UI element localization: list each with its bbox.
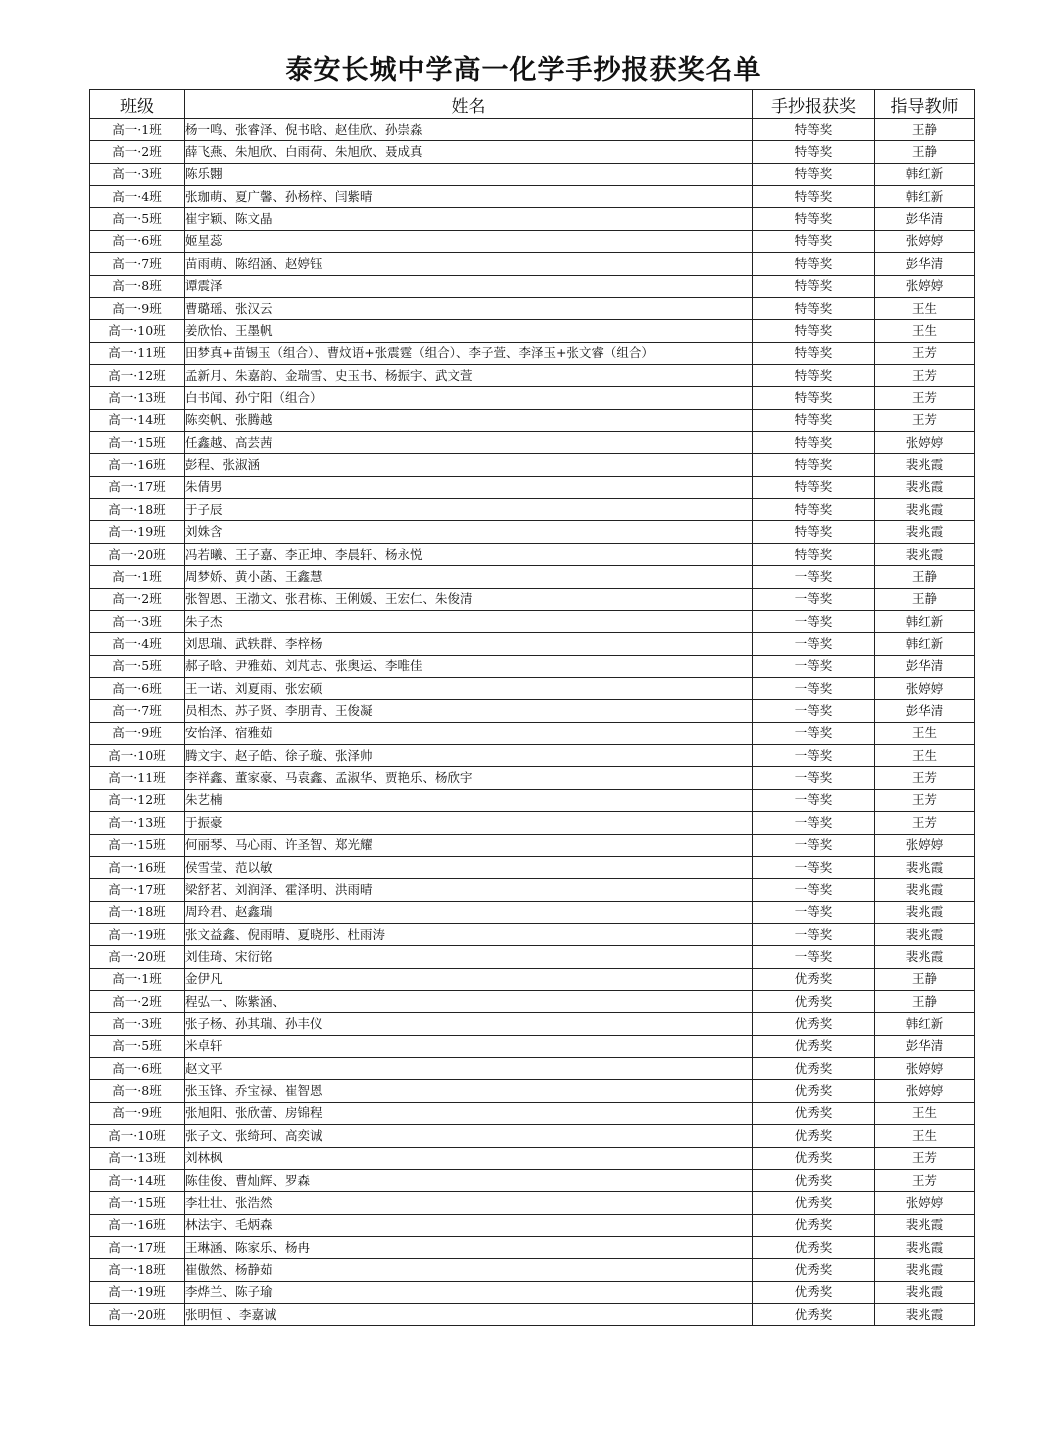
- table-row: [90, 1147, 975, 1169]
- cell-award: 优秀奖: [753, 1236, 875, 1258]
- cell-class: 高一·15班: [90, 1192, 185, 1214]
- table-row: [90, 297, 975, 319]
- table-row: [90, 208, 975, 230]
- cell-class: 高一·7班: [90, 253, 185, 275]
- cell-award: 一等奖: [753, 700, 875, 722]
- table-row: [90, 230, 975, 252]
- table-row: [90, 834, 975, 856]
- cell-class: 高一·8班: [90, 1080, 185, 1102]
- cell-names: 侯雪莹、范以敏: [185, 856, 753, 878]
- cell-class: 高一·8班: [90, 275, 185, 297]
- cell-teacher: 张婷婷: [875, 275, 975, 297]
- cell-class: 高一·19班: [90, 1281, 185, 1303]
- cell-award: 特等奖: [753, 364, 875, 386]
- cell-teacher: 王生: [875, 1102, 975, 1124]
- cell-award: 一等奖: [753, 722, 875, 744]
- cell-names: 谭震泽: [185, 275, 753, 297]
- cell-names: 崔傲然、杨静茹: [185, 1259, 753, 1281]
- cell-class: 高一·3班: [90, 1013, 185, 1035]
- cell-teacher: 裴兆霞: [875, 856, 975, 878]
- cell-award: 特等奖: [753, 230, 875, 252]
- cell-teacher: 裴兆霞: [875, 923, 975, 945]
- table-row: [90, 991, 975, 1013]
- cell-names: 白书闻、孙宁阳（组合）: [185, 387, 753, 409]
- table-row: [90, 432, 975, 454]
- cell-names: 周玲君、赵鑫瑞: [185, 901, 753, 923]
- page-title: 泰安长城中学高一化学手抄报获奖名单: [285, 55, 762, 86]
- cell-teacher: 裴兆霞: [875, 1304, 975, 1326]
- cell-teacher: 韩红新: [875, 633, 975, 655]
- cell-teacher: 裴兆霞: [875, 1214, 975, 1236]
- table-row: [90, 588, 975, 610]
- cell-class: 高一·12班: [90, 364, 185, 386]
- cell-teacher: 裴兆霞: [875, 1259, 975, 1281]
- cell-teacher: 张婷婷: [875, 1058, 975, 1080]
- cell-teacher: 王芳: [875, 789, 975, 811]
- cell-teacher: 王芳: [875, 342, 975, 364]
- cell-class: 高一·19班: [90, 923, 185, 945]
- cell-names: 张玉锋、乔宝禄、崔智恩: [185, 1080, 753, 1102]
- table-row: [90, 655, 975, 677]
- cell-award: 特等奖: [753, 320, 875, 342]
- cell-class: 高一·10班: [90, 320, 185, 342]
- cell-names: 周梦娇、黄小菡、王鑫慧: [185, 566, 753, 588]
- cell-class: 高一·7班: [90, 700, 185, 722]
- cell-names: 冯若曦、王子嘉、李正坤、李晨轩、杨永悦: [185, 543, 753, 565]
- cell-names: 李烨兰、陈子瑜: [185, 1281, 753, 1303]
- cell-teacher: 张婷婷: [875, 834, 975, 856]
- cell-names: 彭程、张淑涵: [185, 454, 753, 476]
- cell-class: 高一·9班: [90, 297, 185, 319]
- table-row: [90, 364, 975, 386]
- cell-names: 王一诺、刘夏雨、张宏硕: [185, 677, 753, 699]
- cell-names: 于子辰: [185, 499, 753, 521]
- cell-teacher: 彭华清: [875, 655, 975, 677]
- table-row: [90, 342, 975, 364]
- cell-teacher: 王生: [875, 745, 975, 767]
- table-row: [90, 610, 975, 632]
- cell-award: 一等奖: [753, 610, 875, 632]
- cell-award: 一等奖: [753, 767, 875, 789]
- cell-names: 张子杨、孙其瑞、孙丰仪: [185, 1013, 753, 1035]
- cell-class: 高一·17班: [90, 476, 185, 498]
- cell-teacher: 王静: [875, 588, 975, 610]
- cell-teacher: 韩红新: [875, 163, 975, 185]
- cell-teacher: 王芳: [875, 387, 975, 409]
- cell-award: 优秀奖: [753, 1102, 875, 1124]
- cell-teacher: 王静: [875, 968, 975, 990]
- cell-award: 一等奖: [753, 834, 875, 856]
- cell-award: 一等奖: [753, 879, 875, 901]
- cell-names: 刘佳琦、宋衍铭: [185, 946, 753, 968]
- cell-award: 特等奖: [753, 297, 875, 319]
- cell-award: 一等奖: [753, 566, 875, 588]
- table-row: [90, 901, 975, 923]
- cell-class: 高一·20班: [90, 1304, 185, 1326]
- cell-class: 高一·4班: [90, 186, 185, 208]
- cell-names: 金伊凡: [185, 968, 753, 990]
- table-row: [90, 812, 975, 834]
- cell-names: 赵文平: [185, 1058, 753, 1080]
- cell-names: 梁舒茗、刘润泽、霍泽明、洪雨晴: [185, 879, 753, 901]
- cell-award: 特等奖: [753, 119, 875, 141]
- table-body: [90, 119, 975, 1326]
- cell-teacher: 王芳: [875, 1147, 975, 1169]
- cell-award: 一等奖: [753, 745, 875, 767]
- cell-teacher: 裴兆霞: [875, 476, 975, 498]
- table-row: [90, 409, 975, 431]
- cell-teacher: 王芳: [875, 812, 975, 834]
- cell-award: 特等奖: [753, 432, 875, 454]
- table-row: [90, 1281, 975, 1303]
- cell-teacher: 王生: [875, 297, 975, 319]
- table-row: [90, 521, 975, 543]
- header-teacher: 指导教师: [875, 90, 975, 119]
- table-row: [90, 946, 975, 968]
- table-row: [90, 1013, 975, 1035]
- cell-names: 姬星蕊: [185, 230, 753, 252]
- cell-award: 特等奖: [753, 163, 875, 185]
- cell-award: 特等奖: [753, 476, 875, 498]
- cell-names: 李祥鑫、董家豪、马袁鑫、孟淑华、贾艳乐、杨欣宇: [185, 767, 753, 789]
- cell-award: 一等奖: [753, 856, 875, 878]
- table-row: [90, 1102, 975, 1124]
- cell-class: 高一·6班: [90, 677, 185, 699]
- table-row: [90, 566, 975, 588]
- cell-class: 高一·18班: [90, 499, 185, 521]
- cell-class: 高一·1班: [90, 119, 185, 141]
- cell-class: 高一·13班: [90, 812, 185, 834]
- cell-class: 高一·1班: [90, 566, 185, 588]
- cell-teacher: 张婷婷: [875, 1192, 975, 1214]
- table-row: [90, 275, 975, 297]
- cell-names: 朱艺楠: [185, 789, 753, 811]
- header-award: 手抄报获奖: [753, 90, 875, 119]
- cell-class: 高一·9班: [90, 1102, 185, 1124]
- table-row: [90, 1304, 975, 1326]
- cell-award: 一等奖: [753, 588, 875, 610]
- table-row: [90, 1236, 975, 1258]
- cell-award: 一等奖: [753, 655, 875, 677]
- cell-teacher: 裴兆霞: [875, 1281, 975, 1303]
- table-row: [90, 700, 975, 722]
- table-row: [90, 767, 975, 789]
- cell-names: 任鑫越、高芸茜: [185, 432, 753, 454]
- cell-class: 高一·17班: [90, 879, 185, 901]
- cell-class: 高一·10班: [90, 745, 185, 767]
- cell-teacher: 张婷婷: [875, 230, 975, 252]
- cell-teacher: 彭华清: [875, 1035, 975, 1057]
- cell-award: 一等奖: [753, 633, 875, 655]
- cell-class: 高一·6班: [90, 230, 185, 252]
- cell-teacher: 王芳: [875, 1169, 975, 1191]
- cell-award: 一等奖: [753, 789, 875, 811]
- cell-names: 张明恒 、李嘉诚: [185, 1304, 753, 1326]
- cell-teacher: 裴兆霞: [875, 946, 975, 968]
- cell-names: 王琳涵、陈家乐、杨冉: [185, 1236, 753, 1258]
- table-row: [90, 722, 975, 744]
- table-row: [90, 320, 975, 342]
- cell-teacher: 裴兆霞: [875, 543, 975, 565]
- cell-names: 张文益鑫、倪雨晴、夏晓彤、杜雨涛: [185, 923, 753, 945]
- cell-names: 员相杰、苏子贤、李朋青、王俊凝: [185, 700, 753, 722]
- cell-teacher: 韩红新: [875, 186, 975, 208]
- table-row: [90, 1035, 975, 1057]
- cell-class: 高一·12班: [90, 789, 185, 811]
- cell-award: 优秀奖: [753, 1304, 875, 1326]
- cell-award: 优秀奖: [753, 1080, 875, 1102]
- cell-teacher: 裴兆霞: [875, 521, 975, 543]
- cell-class: 高一·18班: [90, 901, 185, 923]
- cell-class: 高一·3班: [90, 610, 185, 632]
- cell-teacher: 王静: [875, 119, 975, 141]
- table-row: [90, 454, 975, 476]
- cell-names: 何丽琴、马心雨、许圣智、郑光耀: [185, 834, 753, 856]
- cell-names: 朱倩男: [185, 476, 753, 498]
- table-row: [90, 789, 975, 811]
- table-row: [90, 186, 975, 208]
- header-names: 姓名: [185, 90, 753, 119]
- cell-class: 高一·4班: [90, 633, 185, 655]
- cell-award: 优秀奖: [753, 1214, 875, 1236]
- table-row: [90, 1125, 975, 1147]
- cell-teacher: 张婷婷: [875, 432, 975, 454]
- cell-names: 陈奕帆、张腾越: [185, 409, 753, 431]
- cell-award: 特等奖: [753, 342, 875, 364]
- cell-award: 一等奖: [753, 812, 875, 834]
- table-row: [90, 856, 975, 878]
- cell-class: 高一·15班: [90, 834, 185, 856]
- cell-award: 优秀奖: [753, 1281, 875, 1303]
- cell-award: 特等奖: [753, 454, 875, 476]
- cell-award: 特等奖: [753, 499, 875, 521]
- table-row: [90, 163, 975, 185]
- cell-teacher: 彭华清: [875, 700, 975, 722]
- cell-teacher: 裴兆霞: [875, 499, 975, 521]
- cell-class: 高一·13班: [90, 387, 185, 409]
- cell-teacher: 王芳: [875, 409, 975, 431]
- table-row: [90, 1259, 975, 1281]
- cell-award: 优秀奖: [753, 1058, 875, 1080]
- table-row: [90, 119, 975, 141]
- cell-names: 朱子杰: [185, 610, 753, 632]
- cell-class: 高一·6班: [90, 1058, 185, 1080]
- cell-class: 高一·17班: [90, 1236, 185, 1258]
- cell-class: 高一·5班: [90, 655, 185, 677]
- table-row: [90, 745, 975, 767]
- cell-teacher: 张婷婷: [875, 677, 975, 699]
- cell-award: 一等奖: [753, 901, 875, 923]
- cell-class: 高一·2班: [90, 588, 185, 610]
- cell-class: 高一·18班: [90, 1259, 185, 1281]
- header-class: 班级: [90, 90, 185, 119]
- cell-class: 高一·15班: [90, 432, 185, 454]
- cell-teacher: 王静: [875, 566, 975, 588]
- cell-class: 高一·16班: [90, 1214, 185, 1236]
- cell-award: 特等奖: [753, 253, 875, 275]
- cell-award: 优秀奖: [753, 1013, 875, 1035]
- cell-class: 高一·14班: [90, 1169, 185, 1191]
- table-row: [90, 677, 975, 699]
- cell-award: 优秀奖: [753, 1169, 875, 1191]
- cell-names: 程弘一、陈紫涵、: [185, 991, 753, 1013]
- cell-names: 薛飞燕、朱旭欣、白雨荷、朱旭欣、聂成真: [185, 141, 753, 163]
- cell-award: 优秀奖: [753, 991, 875, 1013]
- cell-award: 优秀奖: [753, 968, 875, 990]
- cell-names: 刘姝含: [185, 521, 753, 543]
- cell-names: 郝子晗、尹雅茹、刘芃志、张奥运、李唯佳: [185, 655, 753, 677]
- cell-names: 孟新月、朱嘉韵、金瑞雪、史玉书、杨振宇、武文萱: [185, 364, 753, 386]
- cell-class: 高一·2班: [90, 141, 185, 163]
- cell-teacher: 王芳: [875, 364, 975, 386]
- cell-award: 特等奖: [753, 186, 875, 208]
- table-row: [90, 879, 975, 901]
- cell-names: 安怡泽、宿雅茹: [185, 722, 753, 744]
- cell-class: 高一·5班: [90, 208, 185, 230]
- cell-class: 高一·1班: [90, 968, 185, 990]
- cell-award: 特等奖: [753, 521, 875, 543]
- cell-class: 高一·19班: [90, 521, 185, 543]
- table-row: [90, 923, 975, 945]
- cell-names: 张子文、张绮珂、高奕诚: [185, 1125, 753, 1147]
- cell-teacher: 裴兆霞: [875, 454, 975, 476]
- cell-award: 特等奖: [753, 543, 875, 565]
- cell-names: 米卓轩: [185, 1035, 753, 1057]
- cell-award: 一等奖: [753, 677, 875, 699]
- cell-teacher: 韩红新: [875, 610, 975, 632]
- cell-class: 高一·16班: [90, 856, 185, 878]
- table-row: [90, 141, 975, 163]
- cell-teacher: 裴兆霞: [875, 1236, 975, 1258]
- cell-names: 李壮壮、张浩然: [185, 1192, 753, 1214]
- cell-names: 刘林枫: [185, 1147, 753, 1169]
- cell-names: 曹璐瑶、张汉云: [185, 297, 753, 319]
- cell-teacher: 王静: [875, 141, 975, 163]
- cell-names: 腾文宇、赵子皓、徐子璇、张泽帅: [185, 745, 753, 767]
- cell-award: 优秀奖: [753, 1259, 875, 1281]
- table-row: [90, 499, 975, 521]
- cell-names: 杨一鸣、张睿泽、倪书晗、赵佳欣、孙崇淼: [185, 119, 753, 141]
- cell-teacher: 裴兆霞: [875, 879, 975, 901]
- cell-award: 特等奖: [753, 275, 875, 297]
- table-row: [90, 1214, 975, 1236]
- cell-names: 张珈萌、夏广馨、孙杨梓、闫紫晴: [185, 186, 753, 208]
- cell-class: 高一·9班: [90, 722, 185, 744]
- cell-class: 高一·14班: [90, 409, 185, 431]
- cell-class: 高一·10班: [90, 1125, 185, 1147]
- cell-class: 高一·11班: [90, 342, 185, 364]
- cell-teacher: 王芳: [875, 767, 975, 789]
- cell-award: 优秀奖: [753, 1192, 875, 1214]
- cell-class: 高一·20班: [90, 543, 185, 565]
- cell-class: 高一·5班: [90, 1035, 185, 1057]
- cell-class: 高一·3班: [90, 163, 185, 185]
- cell-names: 田梦真+苗锡玉（组合）、曹炆语+张震霆（组合）、李子萱、李泽玉+张文睿（组合）: [185, 342, 753, 364]
- cell-award: 优秀奖: [753, 1035, 875, 1057]
- cell-award: 一等奖: [753, 946, 875, 968]
- cell-teacher: 裴兆霞: [875, 901, 975, 923]
- table-row: [90, 1169, 975, 1191]
- cell-award: 一等奖: [753, 923, 875, 945]
- table-row: [90, 968, 975, 990]
- cell-names: 姜欣怡、王墨帆: [185, 320, 753, 342]
- cell-names: 张智恩、王渤文、张君栋、王俐媛、王宏仁、朱俊清: [185, 588, 753, 610]
- cell-names: 陈佳俊、曹灿辉、罗森: [185, 1169, 753, 1191]
- cell-award: 特等奖: [753, 208, 875, 230]
- table-row: [90, 543, 975, 565]
- table-row: [90, 253, 975, 275]
- cell-award: 优秀奖: [753, 1147, 875, 1169]
- cell-names: 林法宇、毛炳森: [185, 1214, 753, 1236]
- cell-names: 陈乐翾: [185, 163, 753, 185]
- cell-class: 高一·16班: [90, 454, 185, 476]
- table-row: [90, 476, 975, 498]
- cell-names: 于振豪: [185, 812, 753, 834]
- cell-teacher: 王生: [875, 722, 975, 744]
- table-row: [90, 633, 975, 655]
- table-row: [90, 1058, 975, 1080]
- cell-award: 特等奖: [753, 141, 875, 163]
- header-row: [90, 90, 975, 119]
- cell-class: 高一·13班: [90, 1147, 185, 1169]
- cell-names: 刘思瑞、武轶群、李梓杨: [185, 633, 753, 655]
- cell-award: 特等奖: [753, 409, 875, 431]
- cell-award: 优秀奖: [753, 1125, 875, 1147]
- cell-award: 特等奖: [753, 387, 875, 409]
- cell-teacher: 韩红新: [875, 1013, 975, 1035]
- cell-teacher: 张婷婷: [875, 1080, 975, 1102]
- table-row: [90, 387, 975, 409]
- cell-names: 张旭阳、张欣蕾、房锦程: [185, 1102, 753, 1124]
- cell-teacher: 王生: [875, 320, 975, 342]
- table-row: [90, 1080, 975, 1102]
- cell-teacher: 彭华清: [875, 253, 975, 275]
- cell-teacher: 王静: [875, 991, 975, 1013]
- cell-class: 高一·20班: [90, 946, 185, 968]
- award-table: [89, 89, 975, 1326]
- cell-names: 崔宇颖、陈文晶: [185, 208, 753, 230]
- table-row: [90, 1192, 975, 1214]
- cell-class: 高一·11班: [90, 767, 185, 789]
- cell-class: 高一·2班: [90, 991, 185, 1013]
- cell-names: 苗雨萌、陈绍涵、赵婷钰: [185, 253, 753, 275]
- cell-teacher: 王生: [875, 1125, 975, 1147]
- cell-teacher: 彭华清: [875, 208, 975, 230]
